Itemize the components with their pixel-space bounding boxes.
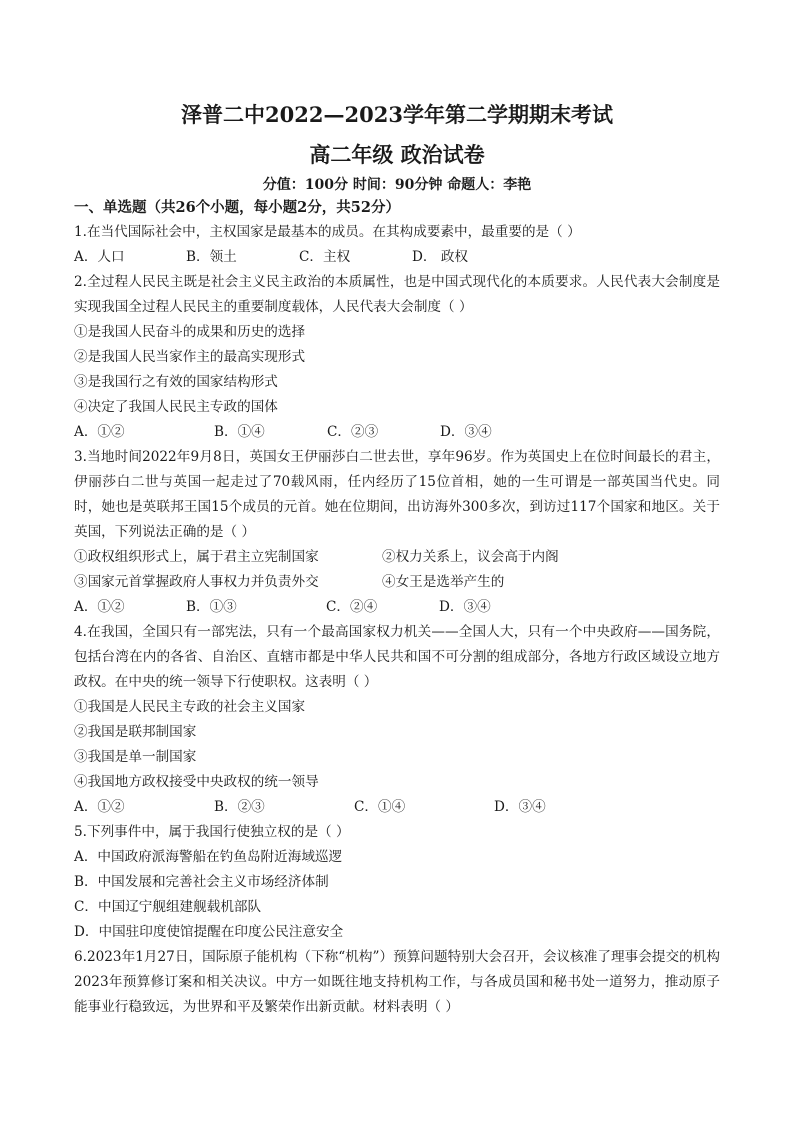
option-b: B．①④: [214, 424, 265, 440]
question-2-item-2: ②是我国人民当家作主的最高实现形式: [74, 349, 306, 365]
question-4-item-2: ②我国是联邦制国家: [74, 724, 197, 740]
option-d: D．③④: [439, 599, 491, 615]
question-4-item-1: ①我国是人民民主专政的社会主义国家: [74, 699, 306, 715]
option-c: C．②④: [326, 599, 378, 615]
exam-meta: 分值：100分 时间：90分钟 命题人：李艳: [262, 177, 532, 193]
question-4-item-3: ③我国是单一制国家: [74, 749, 197, 765]
question-3-item-2: ②权力关系上，议会高于内阁: [382, 549, 559, 565]
question-2-stem: 2.全过程人民民主既是社会主义民主政治的本质属性，也是中国式现代化的本质要求。人民代表大会制度是实现我国全过程人民民主的重要制度载体，人民代表大会制度（ ）: [74, 274, 720, 315]
option-b: B．①③: [186, 599, 237, 615]
option-a: A．人口: [74, 249, 125, 265]
option-d: D．③④: [494, 799, 546, 815]
question-3-items-row-2: [74, 570, 720, 595]
question-3-options: [74, 595, 720, 620]
question-5-option-d: D．中国驻印度使馆提醒在印度公民注意安全: [74, 924, 344, 940]
option-b: B．②③: [214, 799, 265, 815]
question-1-stem: 1.在当代国际社会中，主权国家是最基本的成员。在其构成要素中，最重要的是（ ）: [74, 224, 581, 240]
question-2-options: [74, 420, 720, 445]
option-a: A．①②: [74, 599, 125, 615]
option-c: C．主权: [299, 249, 351, 265]
option-c: C．②③: [327, 424, 379, 440]
option-a: A．①②: [74, 799, 125, 815]
option-d: D．③④: [440, 424, 492, 440]
option-b: B．领土: [186, 249, 237, 265]
exam-subtitle: 高二年级 政治试卷: [309, 142, 485, 167]
question-5-option-b: B．中国发展和完善社会主义市场经济体制: [74, 874, 329, 890]
question-3-item-3: ③国家元首掌握政府人事权力并负责外交: [74, 574, 319, 590]
question-4-options: [74, 795, 720, 820]
question-1-options: [74, 245, 720, 270]
question-2-item-1: ①是我国人民奋斗的成果和历史的选择: [74, 324, 306, 340]
option-a: A．①②: [74, 424, 125, 440]
question-6-stem: 6.2023年1月27日，国际原子能机构（下称“机构”）预算问题特别大会召开，会议核准了理事会提交的机构2023年预算修订案和相关决议。中方一如既往地支持机构工作，与各成员国和秘书处一道努力，推动原子能事业行稳致远，为世界和平及繁荣作出新贡献。材料表明（ ）: [74, 949, 720, 1015]
question-5-option-c: C．中国辽宁舰组建舰载机部队: [74, 899, 262, 915]
question-3-item-4: ④女王是选举产生的: [382, 574, 505, 590]
question-5-option-a: A．中国政府派海警船在钓鱼岛附近海域巡逻: [74, 849, 343, 865]
question-4-item-4: ④我国地方政权接受中央政权的统一领导: [74, 774, 319, 790]
option-c: C．①④: [354, 799, 406, 815]
option-d: D． 政权: [412, 249, 469, 265]
section-heading: 一、单选题（共26个小题，每小题2分，共52分）: [74, 199, 400, 216]
question-5-stem: 5.下列事件中，属于我国行使独立权的是（ ）: [74, 824, 350, 840]
question-3-stem: 3.当地时间2022年9月8日，英国女王伊丽莎白二世去世，享年96岁。作为英国史上在位时间最长的君主，伊丽莎白二世与英国一起走过了70载风雨，任内经历了15位首相，她的一生可谓是一部英国当代史。同时，她也是英联邦王国15个成员的元首。她在位期间，出访海外300多次，到访过117个国家和地区。关于英国，下列说法正确的是（ ）: [74, 449, 720, 540]
question-2-item-4: ④决定了我国人民民主专政的国体: [74, 399, 278, 415]
question-4-stem: 4.在我国，全国只有一部宪法，只有一个最高国家权力机关——全国人大，只有一个中央政府——国务院，包括台湾在内的各省、自治区、直辖市都是中华人民共和国不可分割的组成部分，各地方行政区域设立地方政权。在中央的统一领导下行使职权。这表明（ ）: [74, 624, 720, 690]
exam-title: 泽普二中2022—2023学年第二学期期末考试: [181, 102, 613, 127]
question-3-items-row-1: [74, 545, 720, 570]
question-3-item-1: ①政权组织形式上，属于君主立宪制国家: [74, 549, 319, 565]
question-2-item-3: ③是我国行之有效的国家结构形式: [74, 374, 278, 390]
